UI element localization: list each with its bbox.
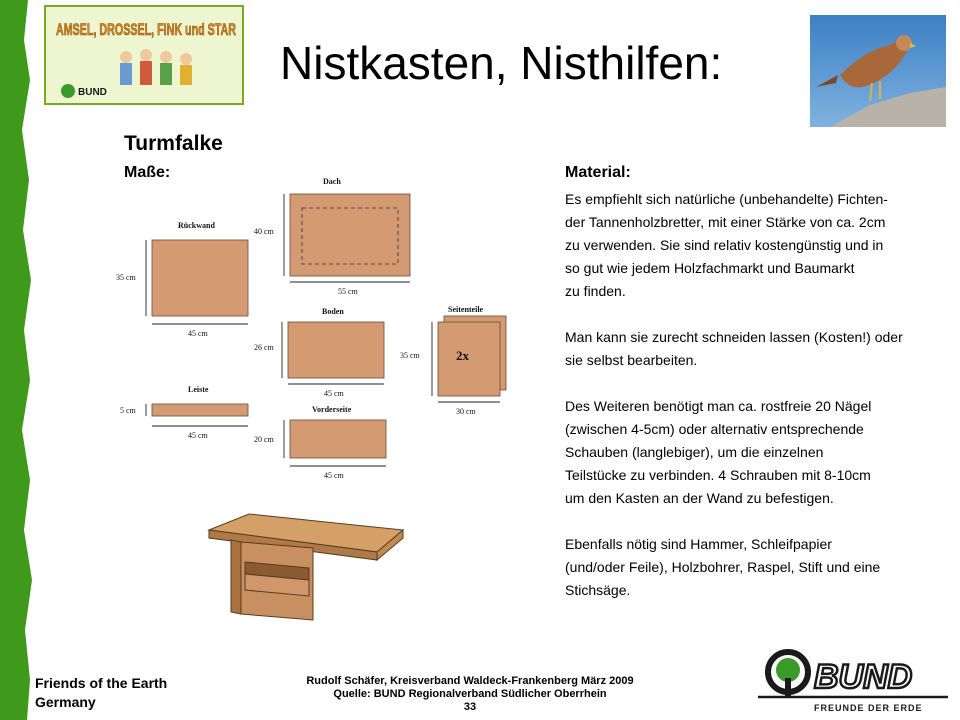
material-line: der Tannenholzbretter, mit einer Stärke von ca. 2cm bbox=[565, 214, 886, 230]
bund-logo-icon bbox=[758, 648, 948, 714]
dim-dach-width: 55 cm bbox=[338, 287, 358, 296]
material-line: (zwischen 4-5cm) oder alternativ entsprechende bbox=[565, 421, 864, 437]
material-line: zu finden. bbox=[565, 283, 626, 299]
bund-small-icon bbox=[61, 84, 75, 98]
material-line: (und/oder Feile), Holzbohrer, Raspel, Stift und eine bbox=[565, 559, 881, 575]
material-line: Man kann sie zurecht schneiden lassen (Kosten!) oder bbox=[565, 329, 903, 345]
material-heading: Material: bbox=[565, 164, 631, 181]
footer-credits bbox=[270, 675, 670, 714]
part-label-dach: Dach bbox=[323, 177, 341, 186]
part-vorderseite bbox=[290, 420, 386, 458]
bund-logo-text: BUND bbox=[814, 658, 913, 696]
campaign-logo-artwork bbox=[46, 7, 242, 103]
seitenteile-count: 2x bbox=[456, 348, 469, 363]
kestrel-photo-icon bbox=[810, 15, 946, 127]
footer-org-line1: Friends of the Earth bbox=[35, 675, 168, 691]
material-line: Stichsäge. bbox=[565, 582, 631, 598]
dim-rueckwand-width: 45 cm bbox=[188, 329, 208, 338]
material-line: so gut wie jedem Holzfachmarkt und Baumarkt bbox=[565, 260, 855, 276]
logo-title-text: AMSEL, DROSSEL, FINK und STAR bbox=[56, 20, 236, 39]
part-boden bbox=[288, 322, 384, 378]
section-subtitle: Turmfalke bbox=[124, 132, 223, 155]
dim-leiste-height: 5 cm bbox=[120, 406, 136, 415]
part-rueckwand bbox=[152, 240, 248, 316]
material-line: Es empfiehlt sich natürliche (unbehandelte) Fichten- bbox=[565, 191, 888, 207]
part-label-leiste: Leiste bbox=[188, 385, 209, 394]
footer-organization bbox=[35, 674, 167, 712]
logo-bund-text: BUND bbox=[78, 87, 107, 98]
footer-credit-line1: Rudolf Schäfer, Kreisverband Waldeck-Frankenberg März 2009 bbox=[306, 675, 634, 687]
material-line: um den Kasten an der Wand zu befestigen. bbox=[565, 490, 834, 506]
dim-dach-height: 40 cm bbox=[254, 227, 274, 236]
page-title: Nistkasten, Nisthilfen: bbox=[280, 37, 723, 89]
dim-seitenteile-width: 30 cm bbox=[456, 407, 476, 416]
green-border-strip bbox=[0, 0, 40, 720]
dim-leiste-width: 45 cm bbox=[188, 431, 208, 440]
material-line: Schauben (langlebiger), um die einzelnen bbox=[565, 444, 824, 460]
material-text bbox=[565, 188, 955, 602]
nestbox-dimensions-diagram bbox=[110, 170, 530, 490]
dim-boden-height: 26 cm bbox=[254, 343, 274, 352]
part-label-rueckwand: Rückwand bbox=[178, 221, 215, 230]
part-leiste bbox=[152, 404, 248, 416]
dim-vorderseite-width: 45 cm bbox=[324, 471, 344, 480]
bund-logo-tagline: FREUNDE DER ERDE bbox=[814, 703, 923, 713]
material-line: zu verwenden. Sie sind relativ kostengünstig und in bbox=[565, 237, 884, 253]
dim-seitenteile-height: 35 cm bbox=[400, 351, 420, 360]
nestbox-3d-illustration bbox=[205, 512, 405, 622]
part-label-boden: Boden bbox=[322, 307, 344, 316]
measures-label: Maße: bbox=[124, 164, 171, 181]
material-line: Teilstücke zu verbinden. 4 Schrauben mit 8-10cm bbox=[565, 467, 871, 483]
campaign-logo bbox=[44, 5, 244, 105]
dim-boden-width: 45 cm bbox=[324, 389, 344, 398]
footer-credit-line2: Quelle: BUND Regionalverband Südlicher Oberrhein bbox=[333, 688, 607, 700]
material-line: Ebenfalls nötig sind Hammer, Schleifpapier bbox=[565, 536, 832, 552]
part-label-seitenteile: Seitenteile bbox=[448, 305, 484, 314]
part-label-vorderseite: Vorderseite bbox=[312, 405, 352, 414]
material-line: sie selbst bearbeiten. bbox=[565, 352, 698, 368]
dim-vorderseite-height: 20 cm bbox=[254, 435, 274, 444]
dim-rueckwand-height: 35 cm bbox=[116, 273, 136, 282]
footer-org-line2: Germany bbox=[35, 694, 96, 710]
part-seitenteil-front bbox=[438, 322, 500, 396]
material-line: Des Weiteren benötigt man ca. rostfreie 20 Nägel bbox=[565, 398, 872, 414]
page-number: 33 bbox=[463, 701, 477, 713]
